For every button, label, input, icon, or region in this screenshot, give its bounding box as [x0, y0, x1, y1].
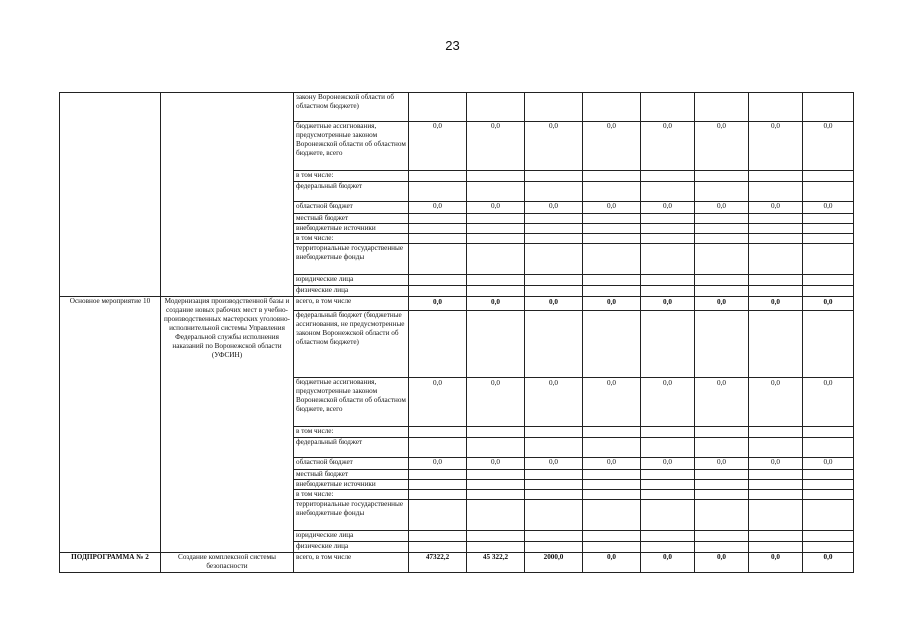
value-cell [409, 275, 467, 286]
value-cell: 0,0 [695, 553, 749, 573]
value-cell [641, 93, 695, 122]
value-cell [525, 244, 583, 275]
source-label: всего, в том числе [294, 297, 409, 311]
value-cell [803, 171, 854, 182]
value-cell [695, 542, 749, 553]
source-label: юридические лица [294, 275, 409, 286]
source-label: всего, в том числе [294, 553, 409, 573]
value-cell: 0,0 [409, 378, 467, 427]
value-cell [525, 470, 583, 480]
source-label: в том числе: [294, 234, 409, 244]
value-cell: 0,0 [525, 378, 583, 427]
value-cell [641, 490, 695, 500]
value-cell: 0,0 [583, 458, 641, 470]
source-label: внебюджетные источники [294, 480, 409, 490]
value-cell [803, 490, 854, 500]
value-cell: 0,0 [749, 122, 803, 171]
source-label: физические лица [294, 542, 409, 553]
value-cell [803, 427, 854, 438]
value-cell [803, 531, 854, 542]
value-cell [467, 224, 525, 234]
value-cell [641, 480, 695, 490]
value-cell [749, 500, 803, 531]
value-cell [749, 542, 803, 553]
value-cell: 45 322,2 [467, 553, 525, 573]
value-cell: 0,0 [803, 202, 854, 214]
value-cell [525, 214, 583, 224]
value-cell [583, 490, 641, 500]
value-cell: 0,0 [583, 378, 641, 427]
value-cell [803, 286, 854, 297]
source-label: местный бюджет [294, 214, 409, 224]
value-cell [641, 275, 695, 286]
value-cell: 0,0 [409, 297, 467, 311]
budget-table [59, 92, 854, 573]
value-cell [695, 234, 749, 244]
value-cell: 0,0 [409, 202, 467, 214]
value-cell [525, 275, 583, 286]
value-cell [803, 93, 854, 122]
value-cell: 0,0 [803, 458, 854, 470]
value-cell: 0,0 [409, 458, 467, 470]
value-cell [695, 438, 749, 458]
value-cell [695, 171, 749, 182]
value-cell [749, 171, 803, 182]
value-cell [803, 500, 854, 531]
value-cell [749, 531, 803, 542]
value-cell [695, 214, 749, 224]
value-cell [467, 490, 525, 500]
value-cell [749, 275, 803, 286]
value-cell [525, 234, 583, 244]
value-cell [749, 224, 803, 234]
source-label: территориальные государственные внебюджетные фонды [294, 500, 409, 531]
value-cell [409, 490, 467, 500]
subprogram-name: Создание комплексной системы безопасности [161, 553, 294, 573]
value-cell [583, 311, 641, 378]
value-cell [803, 311, 854, 378]
value-cell [803, 438, 854, 458]
value-cell [695, 470, 749, 480]
value-cell [583, 542, 641, 553]
value-cell [803, 275, 854, 286]
value-cell [467, 171, 525, 182]
value-cell [749, 182, 803, 202]
value-cell [749, 93, 803, 122]
name-cell-empty [161, 93, 294, 297]
value-cell [583, 275, 641, 286]
source-label: внебюджетные источники [294, 224, 409, 234]
value-cell [409, 234, 467, 244]
value-cell [409, 542, 467, 553]
value-cell [583, 470, 641, 480]
value-cell: 0,0 [641, 458, 695, 470]
value-cell: 0,0 [525, 458, 583, 470]
value-cell [641, 286, 695, 297]
value-cell [409, 427, 467, 438]
value-cell [695, 427, 749, 438]
source-label: бюджетные ассигнования, предусмотренные законом Воронежской области об областном бюджете, всего [294, 378, 409, 427]
value-cell [467, 542, 525, 553]
value-cell [641, 234, 695, 244]
value-cell [695, 275, 749, 286]
value-cell [583, 427, 641, 438]
value-cell: 0,0 [583, 553, 641, 573]
value-cell [467, 93, 525, 122]
value-cell [583, 480, 641, 490]
value-cell: 0,0 [803, 297, 854, 311]
value-cell [695, 480, 749, 490]
value-cell [695, 182, 749, 202]
value-cell: 0,0 [641, 378, 695, 427]
value-cell: 0,0 [641, 202, 695, 214]
value-cell [583, 234, 641, 244]
value-cell [409, 470, 467, 480]
value-cell [409, 182, 467, 202]
value-cell: 0,0 [803, 122, 854, 171]
source-label: областной бюджет [294, 202, 409, 214]
value-cell: 0,0 [583, 122, 641, 171]
value-cell [583, 171, 641, 182]
value-cell: 0,0 [641, 122, 695, 171]
value-cell [695, 244, 749, 275]
value-cell [749, 490, 803, 500]
value-cell [641, 224, 695, 234]
value-cell [695, 93, 749, 122]
value-cell [749, 234, 803, 244]
table-row [60, 297, 854, 311]
source-label: закону Воронежской области об областном бюджете) [294, 93, 409, 122]
value-cell [803, 182, 854, 202]
source-label: юридические лица [294, 531, 409, 542]
value-cell: 0,0 [749, 202, 803, 214]
value-cell: 0,0 [409, 122, 467, 171]
value-cell [641, 500, 695, 531]
value-cell [749, 214, 803, 224]
value-cell [583, 224, 641, 234]
value-cell [525, 311, 583, 378]
value-cell [749, 244, 803, 275]
value-cell [695, 286, 749, 297]
value-cell [641, 531, 695, 542]
value-cell: 0,0 [749, 378, 803, 427]
value-cell [409, 500, 467, 531]
value-cell [467, 531, 525, 542]
value-cell [583, 244, 641, 275]
value-cell [641, 438, 695, 458]
value-cell: 0,0 [525, 122, 583, 171]
value-cell [583, 438, 641, 458]
value-cell: 0,0 [695, 202, 749, 214]
value-cell: 47322,2 [409, 553, 467, 573]
value-cell: 0,0 [749, 553, 803, 573]
value-cell [525, 182, 583, 202]
value-cell [409, 480, 467, 490]
value-cell [641, 214, 695, 224]
value-cell [803, 480, 854, 490]
value-cell [525, 500, 583, 531]
value-cell [583, 500, 641, 531]
value-cell [525, 427, 583, 438]
value-cell [467, 214, 525, 224]
value-cell: 0,0 [641, 297, 695, 311]
value-cell [409, 244, 467, 275]
subprogram-status: ПОДПРОГРАММА № 2 [60, 553, 161, 573]
value-cell [803, 470, 854, 480]
value-cell: 0,0 [583, 297, 641, 311]
value-cell: 0,0 [467, 458, 525, 470]
value-cell [641, 244, 695, 275]
value-cell [525, 480, 583, 490]
value-cell: 0,0 [695, 378, 749, 427]
source-label: в том числе: [294, 171, 409, 182]
value-cell [749, 438, 803, 458]
value-cell [409, 214, 467, 224]
source-label: федеральный бюджет (бюджетные ассигнования, не предусмотренные законом Воронежской области об областном бюджете) [294, 311, 409, 378]
value-cell: 0,0 [467, 202, 525, 214]
value-cell [749, 311, 803, 378]
value-cell [695, 531, 749, 542]
value-cell: 0,0 [749, 458, 803, 470]
value-cell [695, 224, 749, 234]
source-label: областной бюджет [294, 458, 409, 470]
value-cell [467, 286, 525, 297]
value-cell [695, 490, 749, 500]
value-cell: 0,0 [467, 378, 525, 427]
event-status: Основное мероприятие 10 [60, 297, 161, 553]
value-cell [803, 224, 854, 234]
value-cell [525, 93, 583, 122]
value-cell [583, 286, 641, 297]
value-cell: 0,0 [467, 297, 525, 311]
value-cell [749, 286, 803, 297]
value-cell [695, 500, 749, 531]
value-cell: 0,0 [641, 553, 695, 573]
value-cell [803, 234, 854, 244]
value-cell [749, 427, 803, 438]
value-cell [641, 171, 695, 182]
value-cell [467, 275, 525, 286]
status-cell-empty [60, 93, 161, 297]
value-cell [641, 311, 695, 378]
source-label: федеральный бюджет [294, 182, 409, 202]
value-cell [467, 470, 525, 480]
value-cell: 0,0 [583, 202, 641, 214]
value-cell [583, 93, 641, 122]
value-cell [641, 182, 695, 202]
value-cell [525, 542, 583, 553]
value-cell [803, 542, 854, 553]
value-cell: 0,0 [695, 122, 749, 171]
value-cell [409, 93, 467, 122]
value-cell [409, 171, 467, 182]
budget-table-body [60, 93, 854, 573]
value-cell [641, 542, 695, 553]
source-label: федеральный бюджет [294, 438, 409, 458]
value-cell [409, 286, 467, 297]
value-cell [467, 244, 525, 275]
value-cell [409, 224, 467, 234]
source-label: местный бюджет [294, 470, 409, 480]
source-label: физические лица [294, 286, 409, 297]
value-cell [467, 438, 525, 458]
value-cell [641, 470, 695, 480]
value-cell [749, 470, 803, 480]
value-cell [525, 490, 583, 500]
value-cell [583, 182, 641, 202]
value-cell [803, 214, 854, 224]
value-cell: 0,0 [467, 122, 525, 171]
table-row [60, 553, 854, 573]
value-cell [467, 311, 525, 378]
value-cell [467, 500, 525, 531]
page-number: 23 [445, 38, 460, 53]
source-label: бюджетные ассигнования, предусмотренные законом Воронежской области об областном бюджете, всего [294, 122, 409, 171]
source-label: в том числе: [294, 490, 409, 500]
value-cell [525, 224, 583, 234]
value-cell: 0,0 [695, 297, 749, 311]
value-cell [525, 438, 583, 458]
value-cell [409, 311, 467, 378]
value-cell [409, 438, 467, 458]
source-label: территориальные государственные внебюджетные фонды [294, 244, 409, 275]
value-cell [467, 182, 525, 202]
value-cell [467, 480, 525, 490]
value-cell [525, 286, 583, 297]
table-row [60, 93, 854, 122]
value-cell: 0,0 [525, 202, 583, 214]
value-cell [467, 427, 525, 438]
value-cell [467, 234, 525, 244]
value-cell [525, 531, 583, 542]
value-cell [641, 427, 695, 438]
value-cell [695, 311, 749, 378]
value-cell: 2000,0 [525, 553, 583, 573]
value-cell [525, 171, 583, 182]
value-cell [409, 531, 467, 542]
value-cell [749, 480, 803, 490]
event-name: Модернизация производственной базы и создание новых рабочих мест в учебно-производственных мастерских уголовно-исполнительной системы Управления Федеральной службы исполнения наказаний по Воронежской области (УФСИН) [161, 297, 294, 553]
value-cell: 0,0 [695, 458, 749, 470]
source-label: в том числе: [294, 427, 409, 438]
value-cell [583, 531, 641, 542]
value-cell: 0,0 [803, 378, 854, 427]
value-cell: 0,0 [749, 297, 803, 311]
value-cell: 0,0 [525, 297, 583, 311]
value-cell [803, 244, 854, 275]
value-cell: 0,0 [803, 553, 854, 573]
value-cell [583, 214, 641, 224]
